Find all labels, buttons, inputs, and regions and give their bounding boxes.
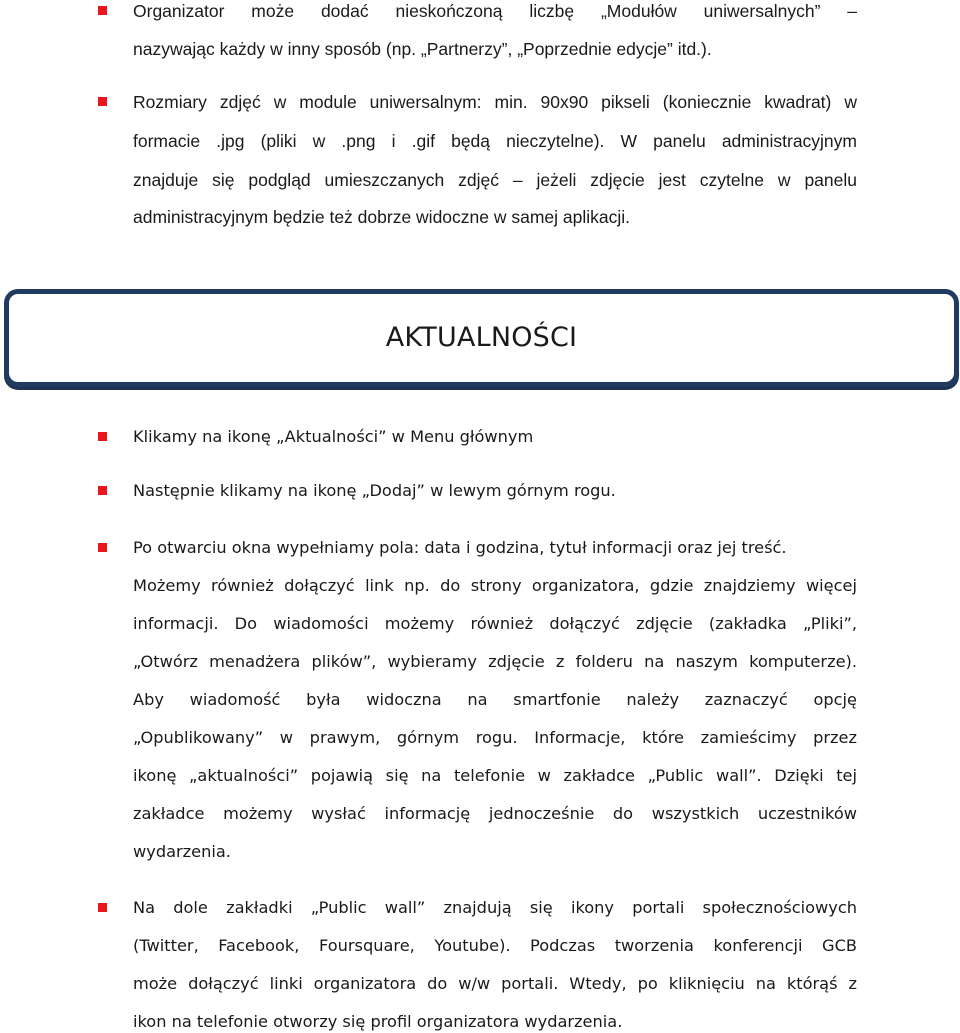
paragraph-line: nazywając każdy w inny sposób (np. „Partnerzy”, „Poprzednie edycje” itd.). xyxy=(133,39,712,59)
paragraph-line: wydarzenia. xyxy=(133,842,231,861)
paragraph-line: administracyjnym będzie też dobrze widoczne w samej aplikacji. xyxy=(133,207,631,227)
paragraph-line: „Opublikowany” w prawym, górnym rogu. Informacje, które zamieścimy przez xyxy=(133,728,857,747)
paragraph-line: ikon na telefonie otworzy się profil organizatora wydarzenia. xyxy=(133,1012,623,1031)
bullet-marker xyxy=(98,486,107,495)
bullet-marker xyxy=(98,6,107,15)
paragraph-line: informacji. Do wiadomości możemy również dołączyć zdjęcie (zakładka „Pliki”, xyxy=(133,614,857,633)
bullet-marker xyxy=(98,903,107,912)
paragraph-line: zakładce możemy wysłać informację jednocześnie do wszystkich uczestników xyxy=(133,804,857,823)
bullet-marker xyxy=(98,543,107,552)
paragraph-line: Rozmiary zdjęć w module uniwersalnym: min. 90x90 pikseli (koniecznie kwadrat) w xyxy=(133,92,857,112)
paragraph-line: formacie .jpg (pliki w .png i .gif będą nieczytelne). W panelu administracyjnym xyxy=(133,131,857,151)
section-banner xyxy=(4,289,959,387)
paragraph-line: Na dole zakładki „Public wall” znajdują się ikony portali społecznościowych xyxy=(133,898,857,917)
paragraph-line: Następnie klikamy na ikonę „Dodaj” w lewym górnym rogu. xyxy=(133,481,616,500)
paragraph-line: znajduje się podgląd umieszczanych zdjęć – jeżeli zdjęcie jest czytelne w panelu xyxy=(133,170,857,190)
paragraph-line: (Twitter, Facebook, Foursquare, Youtube). Podczas tworzenia konferencji GCB xyxy=(133,936,857,955)
paragraph-line: Aby wiadomość była widoczna na smartfonie należy zaznaczyć opcję xyxy=(133,690,857,709)
paragraph-line: Po otwarciu okna wypełniamy pola: data i godzina, tytuł informacji oraz jej treść. xyxy=(133,538,787,557)
paragraph-line: Klikamy na ikonę „Aktualności” w Menu głównym xyxy=(133,427,534,446)
bullet-marker xyxy=(98,97,107,106)
paragraph-line: może dołączyć linki organizatora do w/w portali. Wtedy, po kliknięciu na którąś z xyxy=(133,974,857,993)
bullet-marker xyxy=(98,432,107,441)
paragraph-line: Możemy również dołączyć link np. do strony organizatora, gdzie znajdziemy więcej xyxy=(133,576,857,595)
section-title: AKTUALNOŚCI xyxy=(385,322,578,353)
paragraph-line: Organizator może dodać nieskończoną liczbę „Modułów uniwersalnych” – xyxy=(133,1,857,21)
paragraph-line: ikonę „aktualności” pojawią się na telefonie w zakładce „Public wall”. Dzięki tej xyxy=(133,766,857,785)
paragraph-line: „Otwórz menadżera plików”, wybieramy zdjęcie z folderu na naszym komputerze). xyxy=(133,652,857,671)
